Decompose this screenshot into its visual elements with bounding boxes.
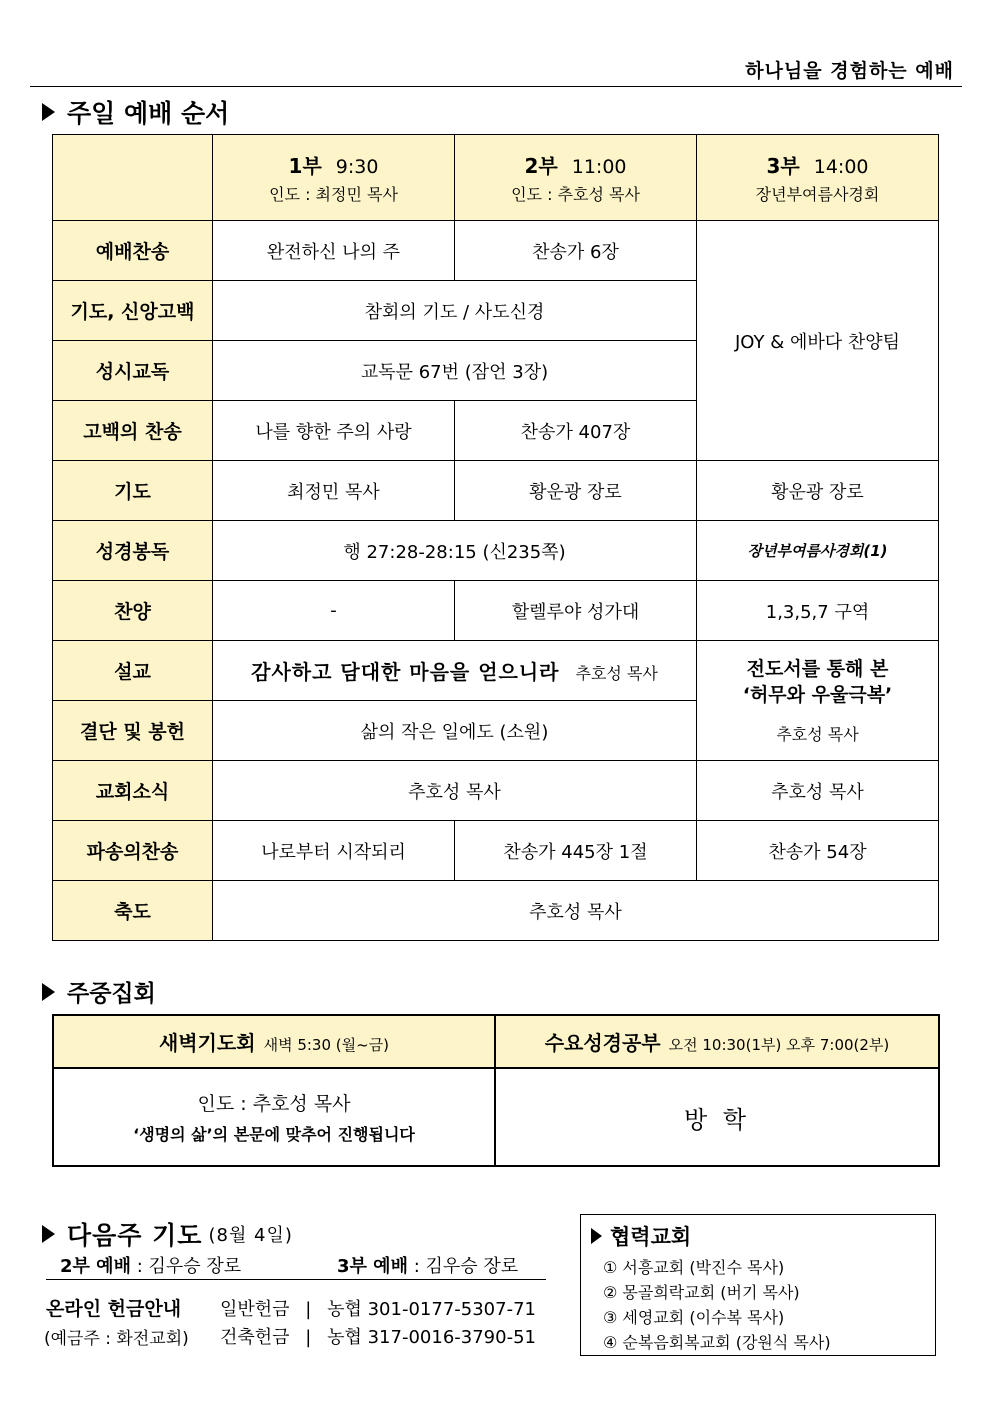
cell-s123: 추호성 목사 bbox=[213, 881, 939, 941]
weekday-body-row bbox=[53, 1068, 939, 1166]
sunday-order-table bbox=[52, 134, 939, 941]
partner-title bbox=[591, 1221, 935, 1251]
next-prayer-title-text: 다음주 기도 bbox=[67, 1221, 203, 1250]
header-empty-cell bbox=[53, 135, 213, 221]
page-header-title: 하나님을 경험하는 예배 bbox=[745, 60, 954, 82]
service-time: 14:00 bbox=[813, 156, 869, 178]
online-offering-title: 온라인 헌금안내 bbox=[46, 1298, 182, 1320]
row-label: 교회소식 bbox=[53, 761, 213, 821]
row-label: 축도 bbox=[53, 881, 213, 941]
dawn-time: 새벽 5:30 (월~금) bbox=[263, 1036, 390, 1054]
wed-time: 오전 10:30(1부) 오후 7:00(2부) bbox=[668, 1036, 890, 1054]
s3-sermon-pastor: 추호성 목사 bbox=[776, 725, 859, 744]
row-label: 예배찬송 bbox=[53, 221, 213, 281]
dawn-header bbox=[53, 1015, 495, 1068]
s3-name: 김우승 장로 bbox=[425, 1256, 519, 1277]
cell-s2: 황운광 장로 bbox=[455, 461, 697, 521]
row-label: 성시교독 bbox=[53, 341, 213, 401]
building-account: 농협 317-0016-3790-51 bbox=[327, 1327, 536, 1348]
cell-s12: 참회의 기도 / 사도신경 bbox=[213, 281, 697, 341]
next-prayer-title bbox=[42, 1216, 293, 1252]
service-3-header bbox=[697, 135, 939, 221]
cell-s1: 완전하신 나의 주 bbox=[213, 221, 455, 281]
row-label: 파송의찬송 bbox=[53, 821, 213, 881]
cell-s3-sermon bbox=[697, 641, 939, 761]
cell-s3: 추호성 목사 bbox=[697, 761, 939, 821]
row-scripture bbox=[53, 521, 939, 581]
sermon-pastor: 추호성 목사 bbox=[575, 664, 658, 683]
service-time: 9:30 bbox=[335, 156, 379, 178]
service-header-row bbox=[53, 135, 939, 221]
weekday-section-title bbox=[42, 975, 156, 1008]
cell-s2: 할렐루야 성가대 bbox=[455, 581, 697, 641]
cell-s3: 찬송가 54장 bbox=[697, 821, 939, 881]
weekday-title-text: 주중집회 bbox=[67, 981, 156, 1007]
service-leader: 인도 : 최정민 목사 bbox=[269, 185, 398, 204]
building-sep: | bbox=[305, 1327, 312, 1348]
cell-s1: 나로부터 시작되리 bbox=[213, 821, 455, 881]
list-item: ③ 세영교회 (이수복 목사) bbox=[603, 1308, 785, 1327]
cell-s3: 황운광 장로 bbox=[697, 461, 939, 521]
cell-s2: 찬송가 407장 bbox=[455, 401, 697, 461]
service-1-header bbox=[213, 135, 455, 221]
partner-churches-box bbox=[580, 1214, 936, 1356]
header-rule bbox=[30, 86, 962, 87]
row-label: 결단 및 봉헌 bbox=[53, 701, 213, 761]
next-prayer-s2 bbox=[60, 1252, 241, 1278]
row-label: 기도 bbox=[53, 461, 213, 521]
weekday-header-row bbox=[53, 1015, 939, 1068]
cell-s12: 교독문 67번 (잠언 3장) bbox=[213, 341, 697, 401]
list-item: ② 몽골희락교회 (버기 목사) bbox=[603, 1283, 800, 1302]
weekday-table bbox=[52, 1014, 940, 1167]
cell-s2: 찬송가 6장 bbox=[455, 221, 697, 281]
row-praise bbox=[53, 581, 939, 641]
row-prayer bbox=[53, 461, 939, 521]
s2-sep: : bbox=[136, 1256, 143, 1277]
cell-s1: - bbox=[213, 581, 455, 641]
service-leader: 장년부여름사경회 bbox=[755, 185, 880, 204]
triangle-bullet-icon bbox=[42, 1225, 55, 1243]
service-name: 3부 bbox=[766, 154, 800, 178]
sunday-title-text: 주일 예배 순서 bbox=[67, 99, 230, 128]
row-label: 성경봉독 bbox=[53, 521, 213, 581]
dawn-leader: 인도 : 추호성 목사 bbox=[197, 1093, 351, 1115]
dawn-body bbox=[53, 1068, 495, 1166]
building-offering-row bbox=[220, 1323, 536, 1349]
general-offering-row bbox=[220, 1295, 536, 1321]
s2-label: 2부 예배 bbox=[60, 1256, 131, 1277]
cell-s3: 1,3,5,7 구역 bbox=[697, 581, 939, 641]
s3-sermon-line1: 전도서를 통해 본 bbox=[746, 658, 889, 680]
triangle-bullet-icon bbox=[42, 983, 55, 1001]
wed-status: 방 학 bbox=[495, 1068, 939, 1166]
service-name: 2부 bbox=[524, 154, 558, 178]
list-item: ① 서흥교회 (박진수 목사) bbox=[603, 1258, 785, 1277]
service-leader: 인도 : 추호성 목사 bbox=[511, 185, 640, 204]
row-sermon bbox=[53, 641, 939, 701]
s3-sermon-line2: ‘허무와 우울극복’ bbox=[742, 684, 893, 706]
next-prayer-rule bbox=[46, 1279, 546, 1280]
row-label: 설교 bbox=[53, 641, 213, 701]
cell-s3: 장년부여름사경회(1) bbox=[697, 521, 939, 581]
partner-title-text: 협력교회 bbox=[610, 1225, 692, 1249]
row-news bbox=[53, 761, 939, 821]
wed-name: 수요성경공부 bbox=[544, 1031, 661, 1055]
sermon-title: 감사하고 담대한 마음을 얻으니라 bbox=[251, 660, 560, 684]
cell-s1: 최정민 목사 bbox=[213, 461, 455, 521]
cell-s12: 행 27:28-28:15 (신235쪽) bbox=[213, 521, 697, 581]
building-label: 건축헌금 bbox=[220, 1327, 290, 1348]
cell-s12: 삶의 작은 일에도 (소원) bbox=[213, 701, 697, 761]
row-benediction bbox=[53, 881, 939, 941]
wed-header bbox=[495, 1015, 939, 1068]
triangle-bullet-icon bbox=[42, 103, 55, 121]
row-label: 고백의 찬송 bbox=[53, 401, 213, 461]
triangle-bullet-icon bbox=[591, 1228, 602, 1244]
general-sep: | bbox=[305, 1299, 312, 1320]
row-label: 찬양 bbox=[53, 581, 213, 641]
service-name: 1부 bbox=[288, 154, 322, 178]
service-time: 11:00 bbox=[571, 156, 627, 178]
online-account-holder: (예금주 : 화전교회) bbox=[44, 1329, 189, 1349]
cell-s1: 나를 향한 주의 사랑 bbox=[213, 401, 455, 461]
cell-s12: 추호성 목사 bbox=[213, 761, 697, 821]
dawn-name: 새벽기도회 bbox=[158, 1031, 256, 1055]
cell-s3-praise-team: JOY & 에바다 찬양팀 bbox=[697, 221, 939, 461]
row-label: 기도, 신앙고백 bbox=[53, 281, 213, 341]
row-hymn-open bbox=[53, 221, 939, 281]
service-2-header bbox=[455, 135, 697, 221]
list-item: ④ 순복음회복교회 (강원식 목사) bbox=[603, 1333, 831, 1352]
cell-sermon bbox=[213, 641, 697, 701]
s2-name: 김우승 장로 bbox=[148, 1256, 242, 1277]
row-sending bbox=[53, 821, 939, 881]
general-account: 농협 301-0177-5307-71 bbox=[327, 1299, 536, 1320]
partner-list bbox=[603, 1255, 935, 1355]
s3-label: 3부 예배 bbox=[337, 1256, 408, 1277]
next-prayer-date: (8월 4일) bbox=[208, 1225, 293, 1246]
dawn-note: ‘생명의 삶’의 본문에 맞추어 진행됩니다 bbox=[133, 1125, 415, 1144]
sunday-section-title bbox=[42, 94, 229, 130]
s3-sep: : bbox=[413, 1256, 420, 1277]
next-prayer-s3 bbox=[337, 1252, 518, 1278]
general-label: 일반헌금 bbox=[220, 1299, 290, 1320]
cell-s2: 찬송가 445장 1절 bbox=[455, 821, 697, 881]
